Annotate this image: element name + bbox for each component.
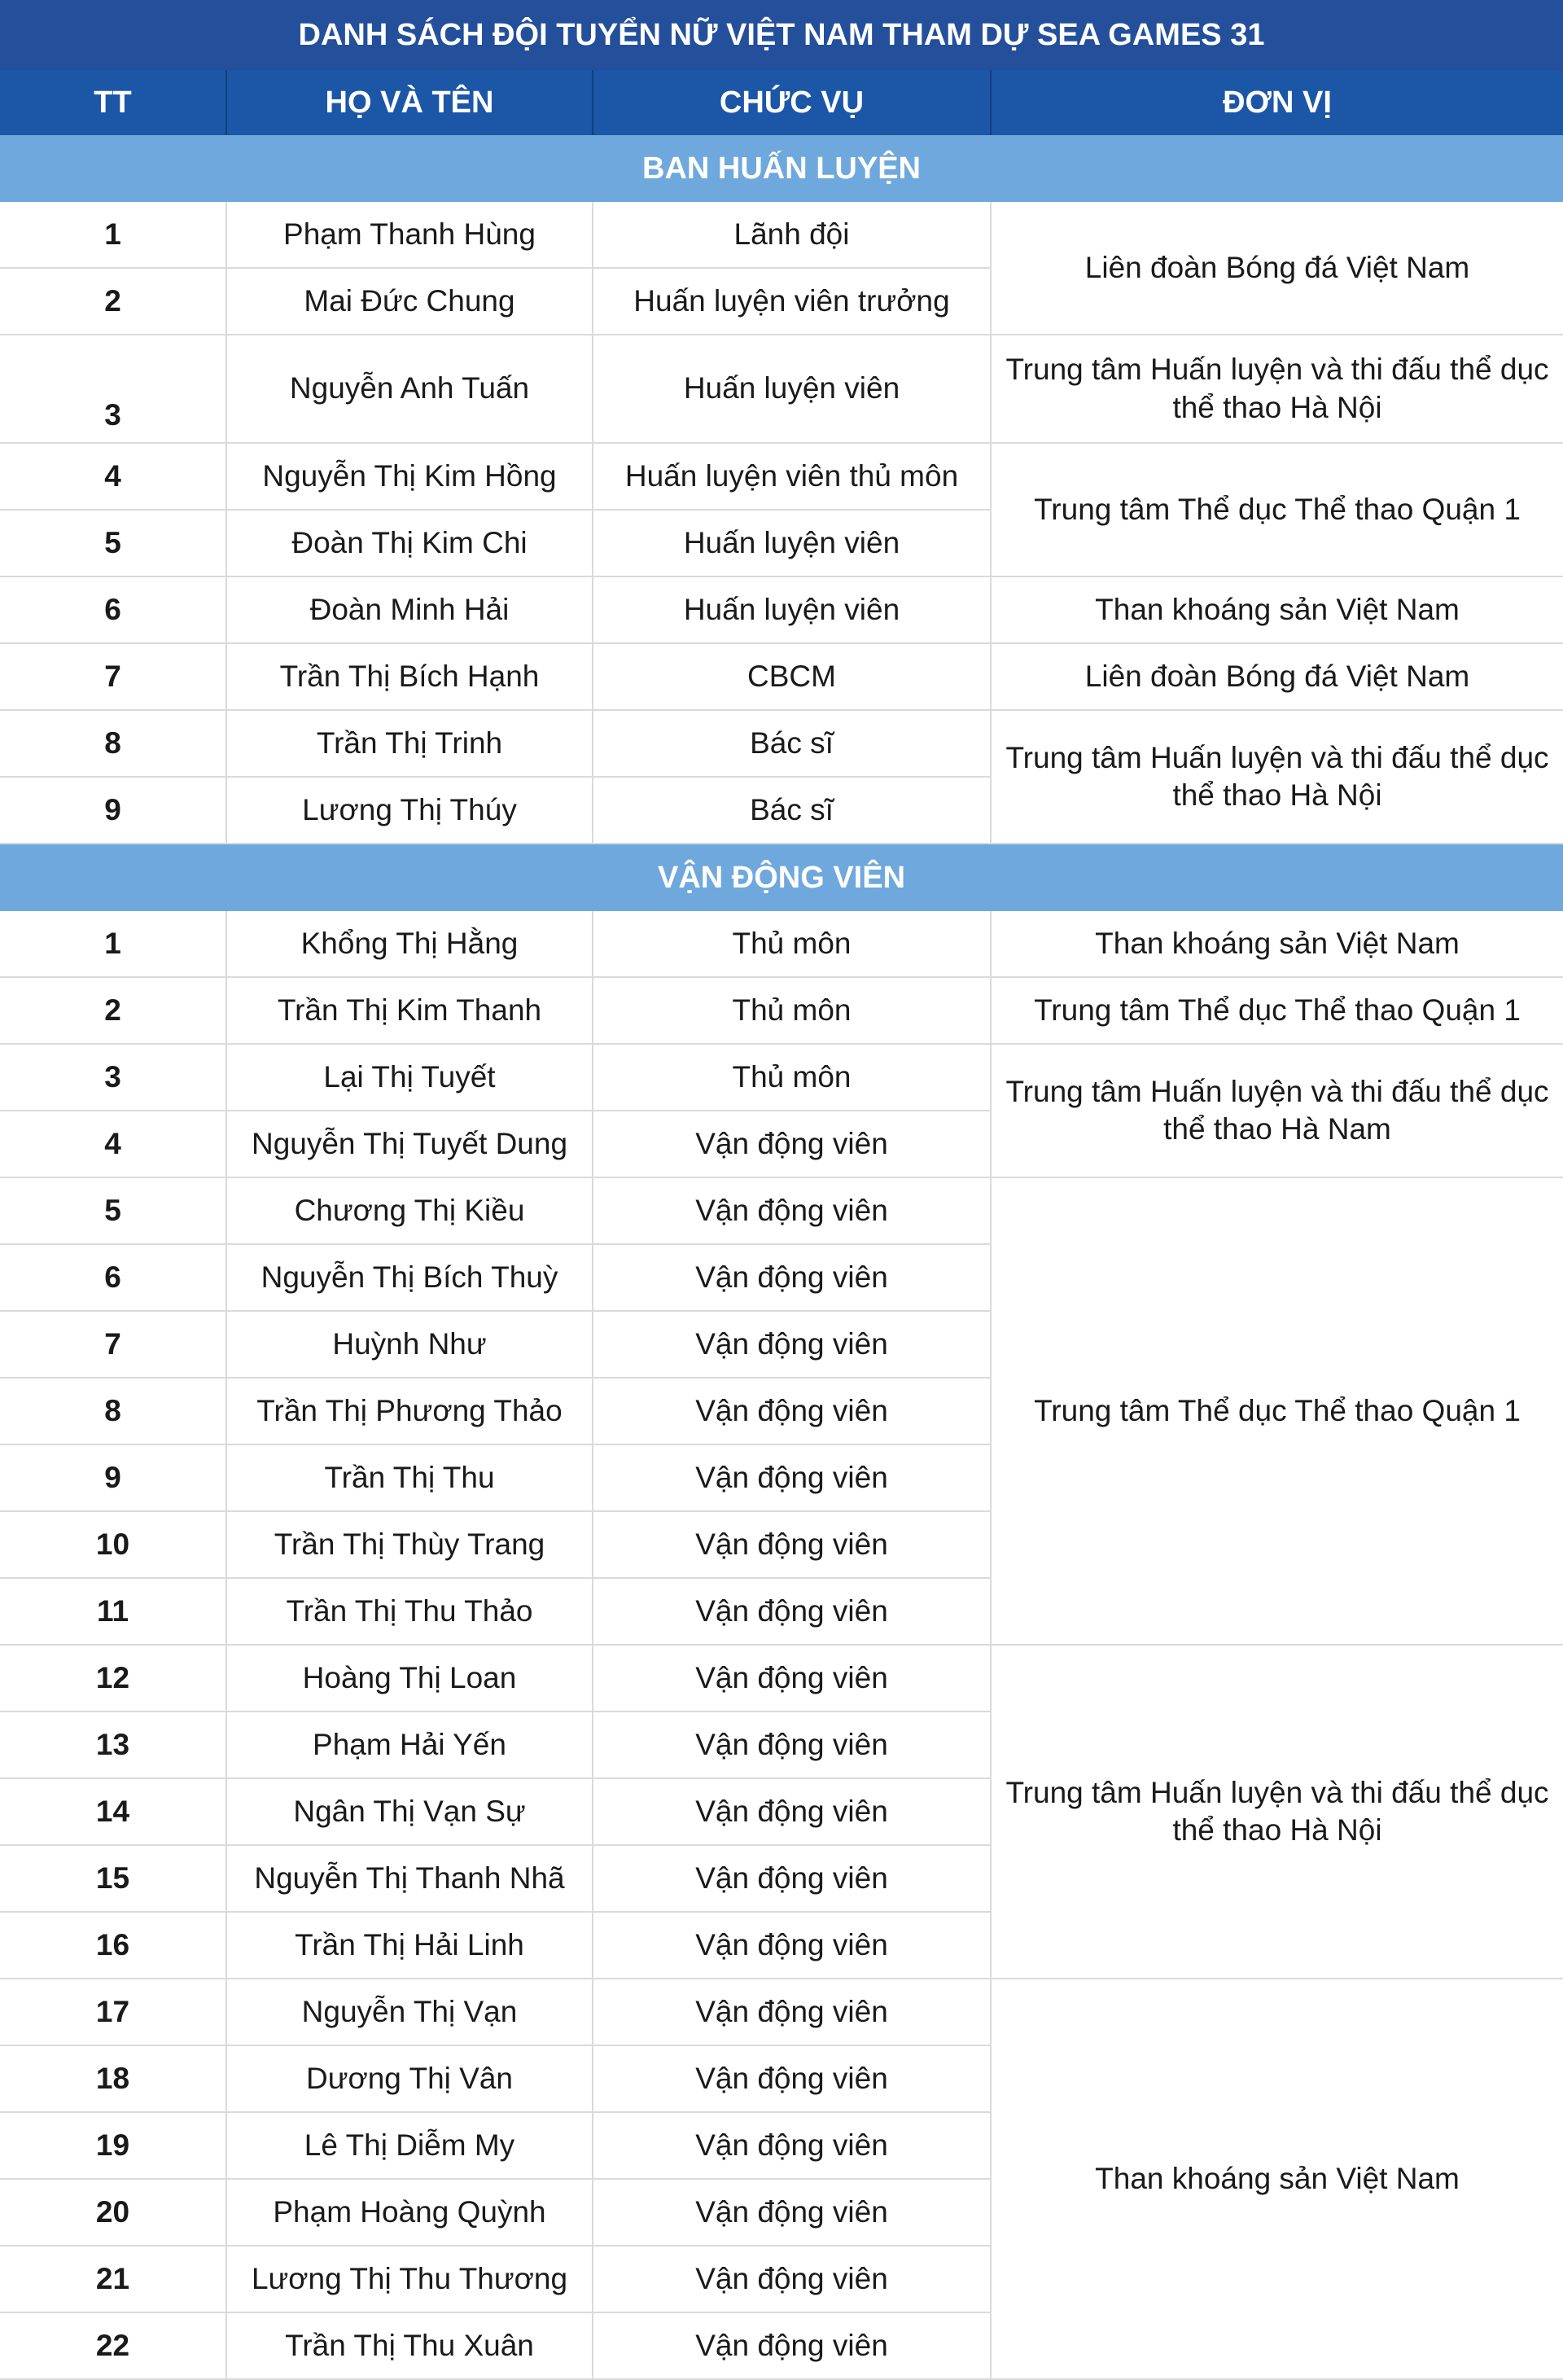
staff-tt: 1 [0, 202, 227, 269]
header-role: CHỨC VỤ [593, 70, 992, 135]
player-tt: 5 [0, 1178, 227, 1245]
staff-tt: 2 [0, 269, 227, 335]
player-tt: 10 [0, 1512, 227, 1579]
player-role: Vận động viên [593, 1779, 992, 1846]
player-unit: Trung tâm Thể dục Thể thao Quận 1 [992, 1178, 1563, 1646]
staff-unit: Liên đoàn Bóng đá Việt Nam [992, 644, 1563, 711]
header-name: HỌ VÀ TÊN [227, 70, 593, 135]
staff-role: Lãnh đội [593, 202, 992, 269]
player-tt: 18 [0, 2046, 227, 2113]
staff-role: Bác sĩ [593, 778, 992, 844]
staff-tt: 5 [0, 511, 227, 577]
player-tt: 2 [0, 978, 227, 1045]
player-name: Nguyễn Thị Bích Thuỳ [227, 1245, 593, 1312]
player-tt: 11 [0, 1579, 227, 1646]
staff-role: Bác sĩ [593, 711, 992, 778]
player-role: Vận động viên [593, 1846, 992, 1913]
player-name: Khổng Thị Hằng [227, 911, 593, 978]
player-tt: 22 [0, 2313, 227, 2380]
player-unit: Trung tâm Thể dục Thể thao Quận 1 [992, 978, 1563, 1045]
table-title: DANH SÁCH ĐỘI TUYỂN NỮ VIỆT NAM THAM DỰ SEA GAMES 31 [0, 0, 1563, 70]
player-role: Vận động viên [593, 1178, 992, 1245]
staff-name: Trần Thị Trinh [227, 711, 593, 778]
player-tt: 1 [0, 911, 227, 978]
staff-name: Đoàn Minh Hải [227, 577, 593, 644]
player-name: Trần Thị Thu [227, 1445, 593, 1512]
player-name: Nguyễn Thị Vạn [227, 1979, 593, 2046]
staff-unit: Trung tâm Huấn luyện và thi đấu thể dục thể thao Hà Nội [992, 711, 1563, 844]
player-name: Phạm Hoàng Quỳnh [227, 2180, 593, 2246]
player-name: Huỳnh Như [227, 1312, 593, 1378]
player-name: Nguyễn Thị Thanh Nhã [227, 1846, 593, 1913]
player-name: Phạm Hải Yến [227, 1712, 593, 1779]
staff-unit: Than khoáng sản Việt Nam [992, 577, 1563, 644]
staff-name: Lương Thị Thúy [227, 778, 593, 844]
player-role: Vận động viên [593, 1512, 992, 1579]
player-role: Vận động viên [593, 1712, 992, 1779]
staff-role: Huấn luyện viên [593, 335, 992, 444]
player-name: Lương Thị Thu Thương [227, 2246, 593, 2313]
player-role: Vận động viên [593, 2046, 992, 2113]
player-role: Vận động viên [593, 2246, 992, 2313]
player-role: Vận động viên [593, 2313, 992, 2380]
player-name: Trần Thị Thu Xuân [227, 2313, 593, 2380]
player-tt: 13 [0, 1712, 227, 1779]
player-tt: 15 [0, 1846, 227, 1913]
player-name: Trần Thị Hải Linh [227, 1913, 593, 1979]
player-role: Vận động viên [593, 2113, 992, 2180]
staff-tt: 6 [0, 577, 227, 644]
player-tt: 8 [0, 1378, 227, 1445]
staff-unit: Trung tâm Thể dục Thể thao Quận 1 [992, 444, 1563, 577]
staff-role: Huấn luyện viên trưởng [593, 269, 992, 335]
player-role: Vận động viên [593, 2180, 992, 2246]
player-name: Trần Thị Thu Thảo [227, 1579, 593, 1646]
player-name: Trần Thị Thùy Trang [227, 1512, 593, 1579]
player-tt: 17 [0, 1979, 227, 2046]
staff-role: CBCM [593, 644, 992, 711]
staff-name: Phạm Thanh Hùng [227, 202, 593, 269]
staff-unit: Liên đoàn Bóng đá Việt Nam [992, 202, 1563, 335]
header-unit: ĐƠN VỊ [992, 70, 1563, 135]
staff-name: Nguyễn Anh Tuấn [227, 335, 593, 444]
staff-tt: 3 [0, 335, 227, 444]
staff-name: Nguyễn Thị Kim Hồng [227, 444, 593, 511]
staff-role: Huấn luyện viên thủ môn [593, 444, 992, 511]
staff-name: Mai Đức Chung [227, 269, 593, 335]
player-role: Thủ môn [593, 1045, 992, 1111]
player-tt: 9 [0, 1445, 227, 1512]
player-role: Vận động viên [593, 1646, 992, 1712]
player-tt: 20 [0, 2180, 227, 2246]
staff-role: Huấn luyện viên [593, 511, 992, 577]
player-tt: 21 [0, 2246, 227, 2313]
staff-tt: 9 [0, 778, 227, 844]
player-unit: Trung tâm Huấn luyện và thi đấu thể dục thể thao Hà Nội [992, 1646, 1563, 1979]
player-role: Vận động viên [593, 1979, 992, 2046]
player-role: Vận động viên [593, 1111, 992, 1178]
player-role: Thủ môn [593, 911, 992, 978]
player-role: Thủ môn [593, 978, 992, 1045]
player-unit: Trung tâm Huấn luyện và thi đấu thể dục thể thao Hà Nam [992, 1045, 1563, 1178]
player-tt: 19 [0, 2113, 227, 2180]
player-unit: Than khoáng sản Việt Nam [992, 1979, 1563, 2380]
player-name: Dương Thị Vân [227, 2046, 593, 2113]
player-tt: 16 [0, 1913, 227, 1979]
player-name: Lại Thị Tuyết [227, 1045, 593, 1111]
player-role: Vận động viên [593, 1312, 992, 1378]
section-staff: BAN HUẤN LUYỆN [0, 135, 1563, 202]
staff-name: Đoàn Thị Kim Chi [227, 511, 593, 577]
staff-tt: 7 [0, 644, 227, 711]
section-players: VẬN ĐỘNG VIÊN [0, 844, 1563, 911]
staff-unit: Trung tâm Huấn luyện và thi đấu thể dục thể thao Hà Nội [992, 335, 1563, 444]
player-role: Vận động viên [593, 1445, 992, 1512]
staff-name: Trần Thị Bích Hạnh [227, 644, 593, 711]
staff-tt: 4 [0, 444, 227, 511]
player-name: Trần Thị Phương Thảo [227, 1378, 593, 1445]
player-role: Vận động viên [593, 1378, 992, 1445]
player-name: Trần Thị Kim Thanh [227, 978, 593, 1045]
player-tt: 3 [0, 1045, 227, 1111]
player-tt: 12 [0, 1646, 227, 1712]
player-name: Nguyễn Thị Tuyết Dung [227, 1111, 593, 1178]
staff-tt: 8 [0, 711, 227, 778]
player-name: Chương Thị Kiều [227, 1178, 593, 1245]
staff-role: Huấn luyện viên [593, 577, 992, 644]
player-name: Lê Thị Diễm My [227, 2113, 593, 2180]
player-role: Vận động viên [593, 1913, 992, 1979]
player-name: Ngân Thị Vạn Sự [227, 1779, 593, 1846]
player-unit: Than khoáng sản Việt Nam [992, 911, 1563, 978]
player-role: Vận động viên [593, 1579, 992, 1646]
header-tt: TT [0, 70, 227, 135]
player-name: Hoàng Thị Loan [227, 1646, 593, 1712]
player-tt: 6 [0, 1245, 227, 1312]
player-tt: 4 [0, 1111, 227, 1178]
player-role: Vận động viên [593, 1245, 992, 1312]
player-tt: 7 [0, 1312, 227, 1378]
player-tt: 14 [0, 1779, 227, 1846]
